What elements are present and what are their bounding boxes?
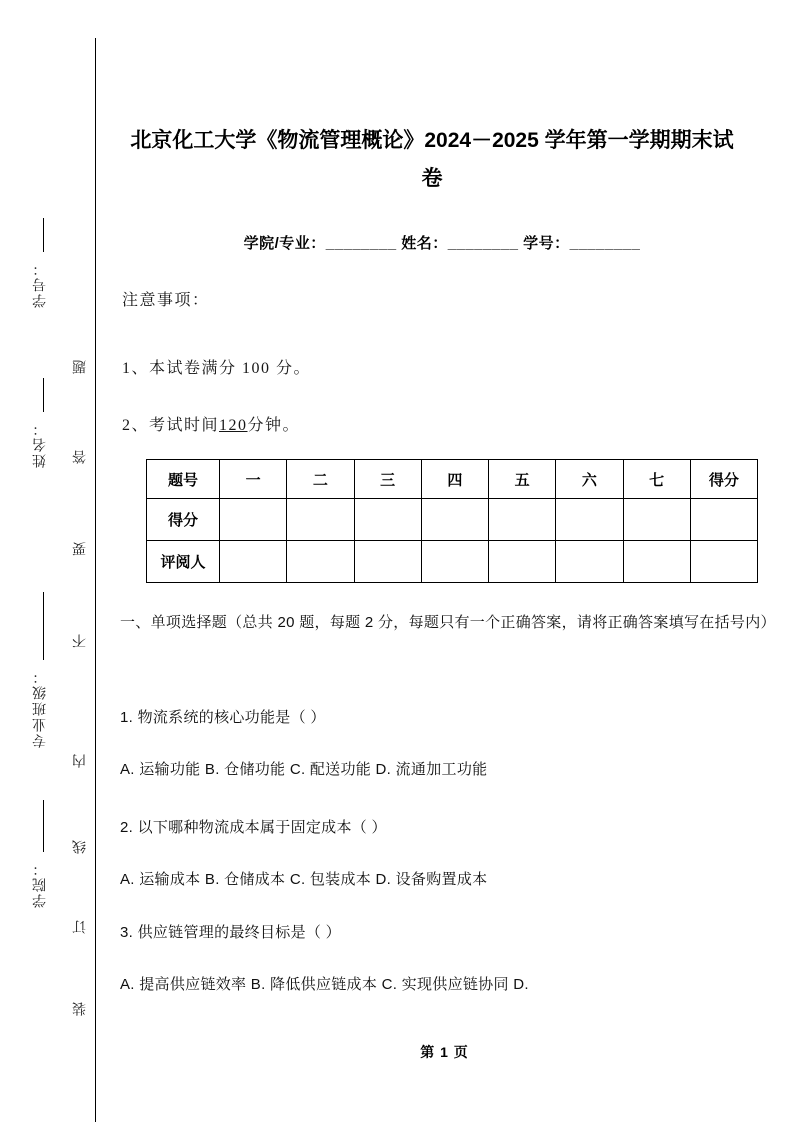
score-cell[interactable] — [220, 499, 287, 541]
table-row-grader — [147, 541, 758, 583]
score-cell[interactable] — [421, 499, 488, 541]
grader-cell[interactable] — [220, 541, 287, 583]
question-stem-2: 2. 以下哪种物流成本属于固定成本（ ） — [120, 819, 387, 836]
score-table-header-0: 题号 — [147, 460, 220, 499]
grader-cell[interactable] — [421, 541, 488, 583]
notes-heading: 注意事项： — [122, 292, 210, 309]
margin-field-rule-student-id — [43, 218, 44, 252]
question-options-3: A. 提高供应链效率 B. 降低供应链成本 C. 实现供应链协同 D. — [120, 976, 529, 993]
score-cell[interactable] — [556, 499, 623, 541]
table-row-score — [147, 499, 758, 541]
grader-cell[interactable] — [690, 541, 757, 583]
page-title: 北京化工大学《物流管理概论》2024－2025 学年第一学期期末试卷 — [130, 129, 734, 190]
score-table-row-label-grader: 评阅人 — [147, 541, 220, 583]
student-info-line: 学院/专业：________ 姓名：________ 学号：________ — [243, 235, 641, 252]
margin-notice-char-6: 线 — [73, 838, 88, 854]
margin-notice-char-1: 题 — [73, 358, 88, 374]
grader-cell[interactable] — [556, 541, 623, 583]
score-table-header-7: 七 — [623, 460, 690, 499]
note-item-2 — [122, 412, 300, 435]
score-table-header-3: 三 — [354, 460, 421, 499]
table-row-header — [147, 460, 758, 499]
score-table-header-6: 六 — [556, 460, 623, 499]
grader-cell[interactable] — [354, 541, 421, 583]
page-footer: 第 1 页 — [420, 1044, 469, 1060]
score-table-row-label-score: 得分 — [147, 499, 220, 541]
question-stem-1: 1. 物流系统的核心功能是（ ） — [120, 709, 326, 726]
note-item-2-suffix: 分钟。 — [247, 417, 301, 434]
margin-field-label-student-id: 学号： — [33, 260, 48, 308]
question-options-2: A. 运输成本 B. 仓储成本 C. 包装成本 D. 设备购置成本 — [120, 871, 488, 888]
score-table-header-2: 二 — [287, 460, 354, 499]
score-cell[interactable] — [489, 499, 556, 541]
grader-cell[interactable] — [489, 541, 556, 583]
score-table-header-1: 一 — [220, 460, 287, 499]
score-table — [146, 459, 758, 583]
binding-margin — [0, 0, 96, 1122]
margin-field-rule-class — [43, 592, 44, 660]
score-table-header-8: 得分 — [690, 460, 757, 499]
margin-student-fields — [22, 0, 66, 1122]
margin-field-label-class: 专业班级： — [33, 668, 48, 748]
margin-notice-char-8: 装 — [73, 1000, 88, 1016]
section-heading-1: 一、单项选择题（总共 20 题，每题 2 分，每题只有一个正确答案，请将正确答案填写在括号内） — [120, 614, 776, 631]
question-options-1: A. 运输功能 B. 仓储功能 C. 配送功能 D. 流通加工功能 — [120, 761, 488, 778]
score-cell[interactable] — [354, 499, 421, 541]
score-table-header-5: 五 — [489, 460, 556, 499]
score-table-header-4: 四 — [421, 460, 488, 499]
exam-page-body — [96, 0, 793, 1122]
margin-notice-char-3: 要 — [73, 540, 88, 556]
score-cell[interactable] — [287, 499, 354, 541]
score-cell[interactable] — [690, 499, 757, 541]
margin-notice-char-4: 不 — [73, 632, 88, 648]
note-item-2-duration: 120 — [219, 417, 248, 434]
grader-cell[interactable] — [287, 541, 354, 583]
margin-notice-char-2: 答 — [73, 448, 88, 464]
note-item-2-prefix: 2、考试时间 — [122, 417, 220, 434]
note-item-1: 1、本试卷满分 100 分。 — [122, 360, 312, 377]
margin-field-label-college: 学院： — [33, 860, 48, 908]
margin-notice-char-7: 订 — [73, 918, 88, 934]
grader-cell[interactable] — [623, 541, 690, 583]
question-stem-3: 3. 供应链管理的最终目标是（ ） — [120, 924, 341, 941]
score-cell[interactable] — [623, 499, 690, 541]
margin-notice-char-5: 内 — [73, 752, 88, 768]
margin-field-rule-name — [43, 378, 44, 412]
margin-field-rule-college — [43, 800, 44, 852]
margin-field-label-name: 姓名： — [33, 420, 48, 468]
